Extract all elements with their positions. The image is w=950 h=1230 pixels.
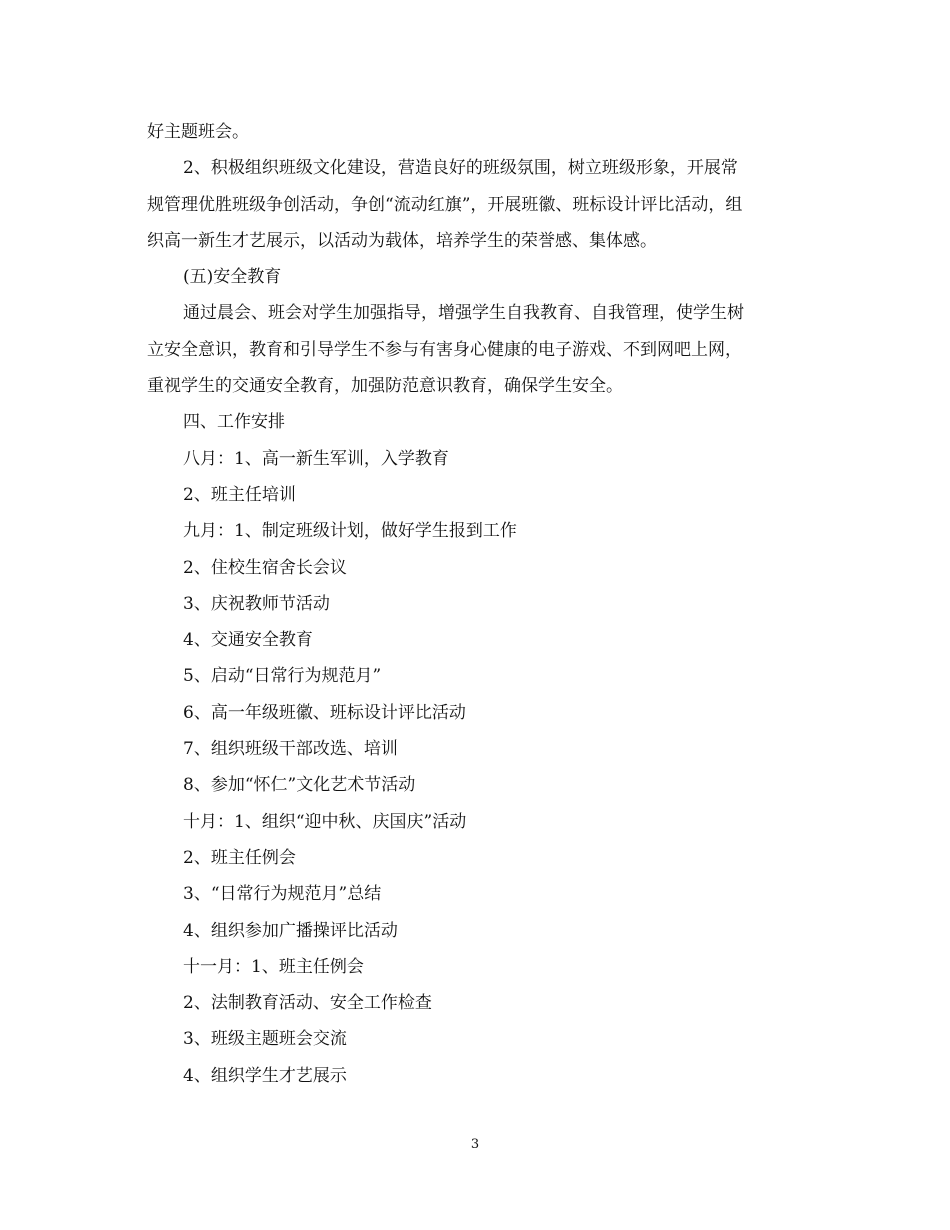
text-line: 3、班级主题班会交流 <box>183 1029 347 1050</box>
text-line: 九月：1、制定班级计划，做好学生报到工作 <box>183 521 517 542</box>
text-line: 2、住校生宿舍长会议 <box>183 557 347 578</box>
text-line: 4、组织学生才艺展示 <box>183 1065 347 1086</box>
document-body <box>147 114 807 1094</box>
text-line: 7、组织班级干部改选、培训 <box>183 739 398 760</box>
text-line: 2、班主任培训 <box>183 484 296 505</box>
text-line: 2、法制教育活动、安全工作检查 <box>183 993 432 1014</box>
text-line: 2、积极组织班级文化建设，营造良好的班级氛围，树立班级形象，开展常 <box>183 158 738 179</box>
text-line: 3、庆祝教师节活动 <box>183 593 330 614</box>
text-line: 4、组织参加广播操评比活动 <box>183 920 398 941</box>
text-line: 通过晨会、班会对学生加强指导，增强学生自我教育、自我管理，使学生树 <box>183 303 744 324</box>
text-line: 织高一新生才艺展示，以活动为载体，培养学生的荣誉感、集体感。 <box>147 230 657 251</box>
text-line: 十一月：1、班主任例会 <box>183 956 364 977</box>
text-line: 好主题班会。 <box>147 122 249 142</box>
text-line: 6、高一年级班徽、班标设计评比活动 <box>183 702 466 723</box>
text-line: 四、工作安排 <box>183 412 285 433</box>
text-line: 重视学生的交通安全教育，加强防范意识教育，确保学生安全。 <box>147 376 623 397</box>
text-line: 立安全意识，教育和引导学生不参与有害身心健康的电子游戏、不到网吧上网， <box>147 339 742 360</box>
page-number: 3 <box>470 1137 480 1152</box>
text-line: 2、班主任例会 <box>183 847 296 868</box>
text-line: (五)安全教育 <box>183 267 282 288</box>
text-line: 规管理优胜班级争创活动，争创“流动红旗”，开展班徽、班标设计评比活动，组 <box>147 194 743 215</box>
text-line: 5、启动“日常行为规范月” <box>183 666 382 687</box>
text-line: 3、“日常行为规范月”总结 <box>183 884 382 905</box>
text-line: 4、交通安全教育 <box>183 630 313 651</box>
text-line: 八月：1、高一新生军训，入学教育 <box>183 448 449 469</box>
text-line: 8、参加“怀仁”文化艺术节活动 <box>183 775 416 796</box>
text-line: 十月：1、组织“迎中秋、庆国庆”活动 <box>183 811 467 832</box>
